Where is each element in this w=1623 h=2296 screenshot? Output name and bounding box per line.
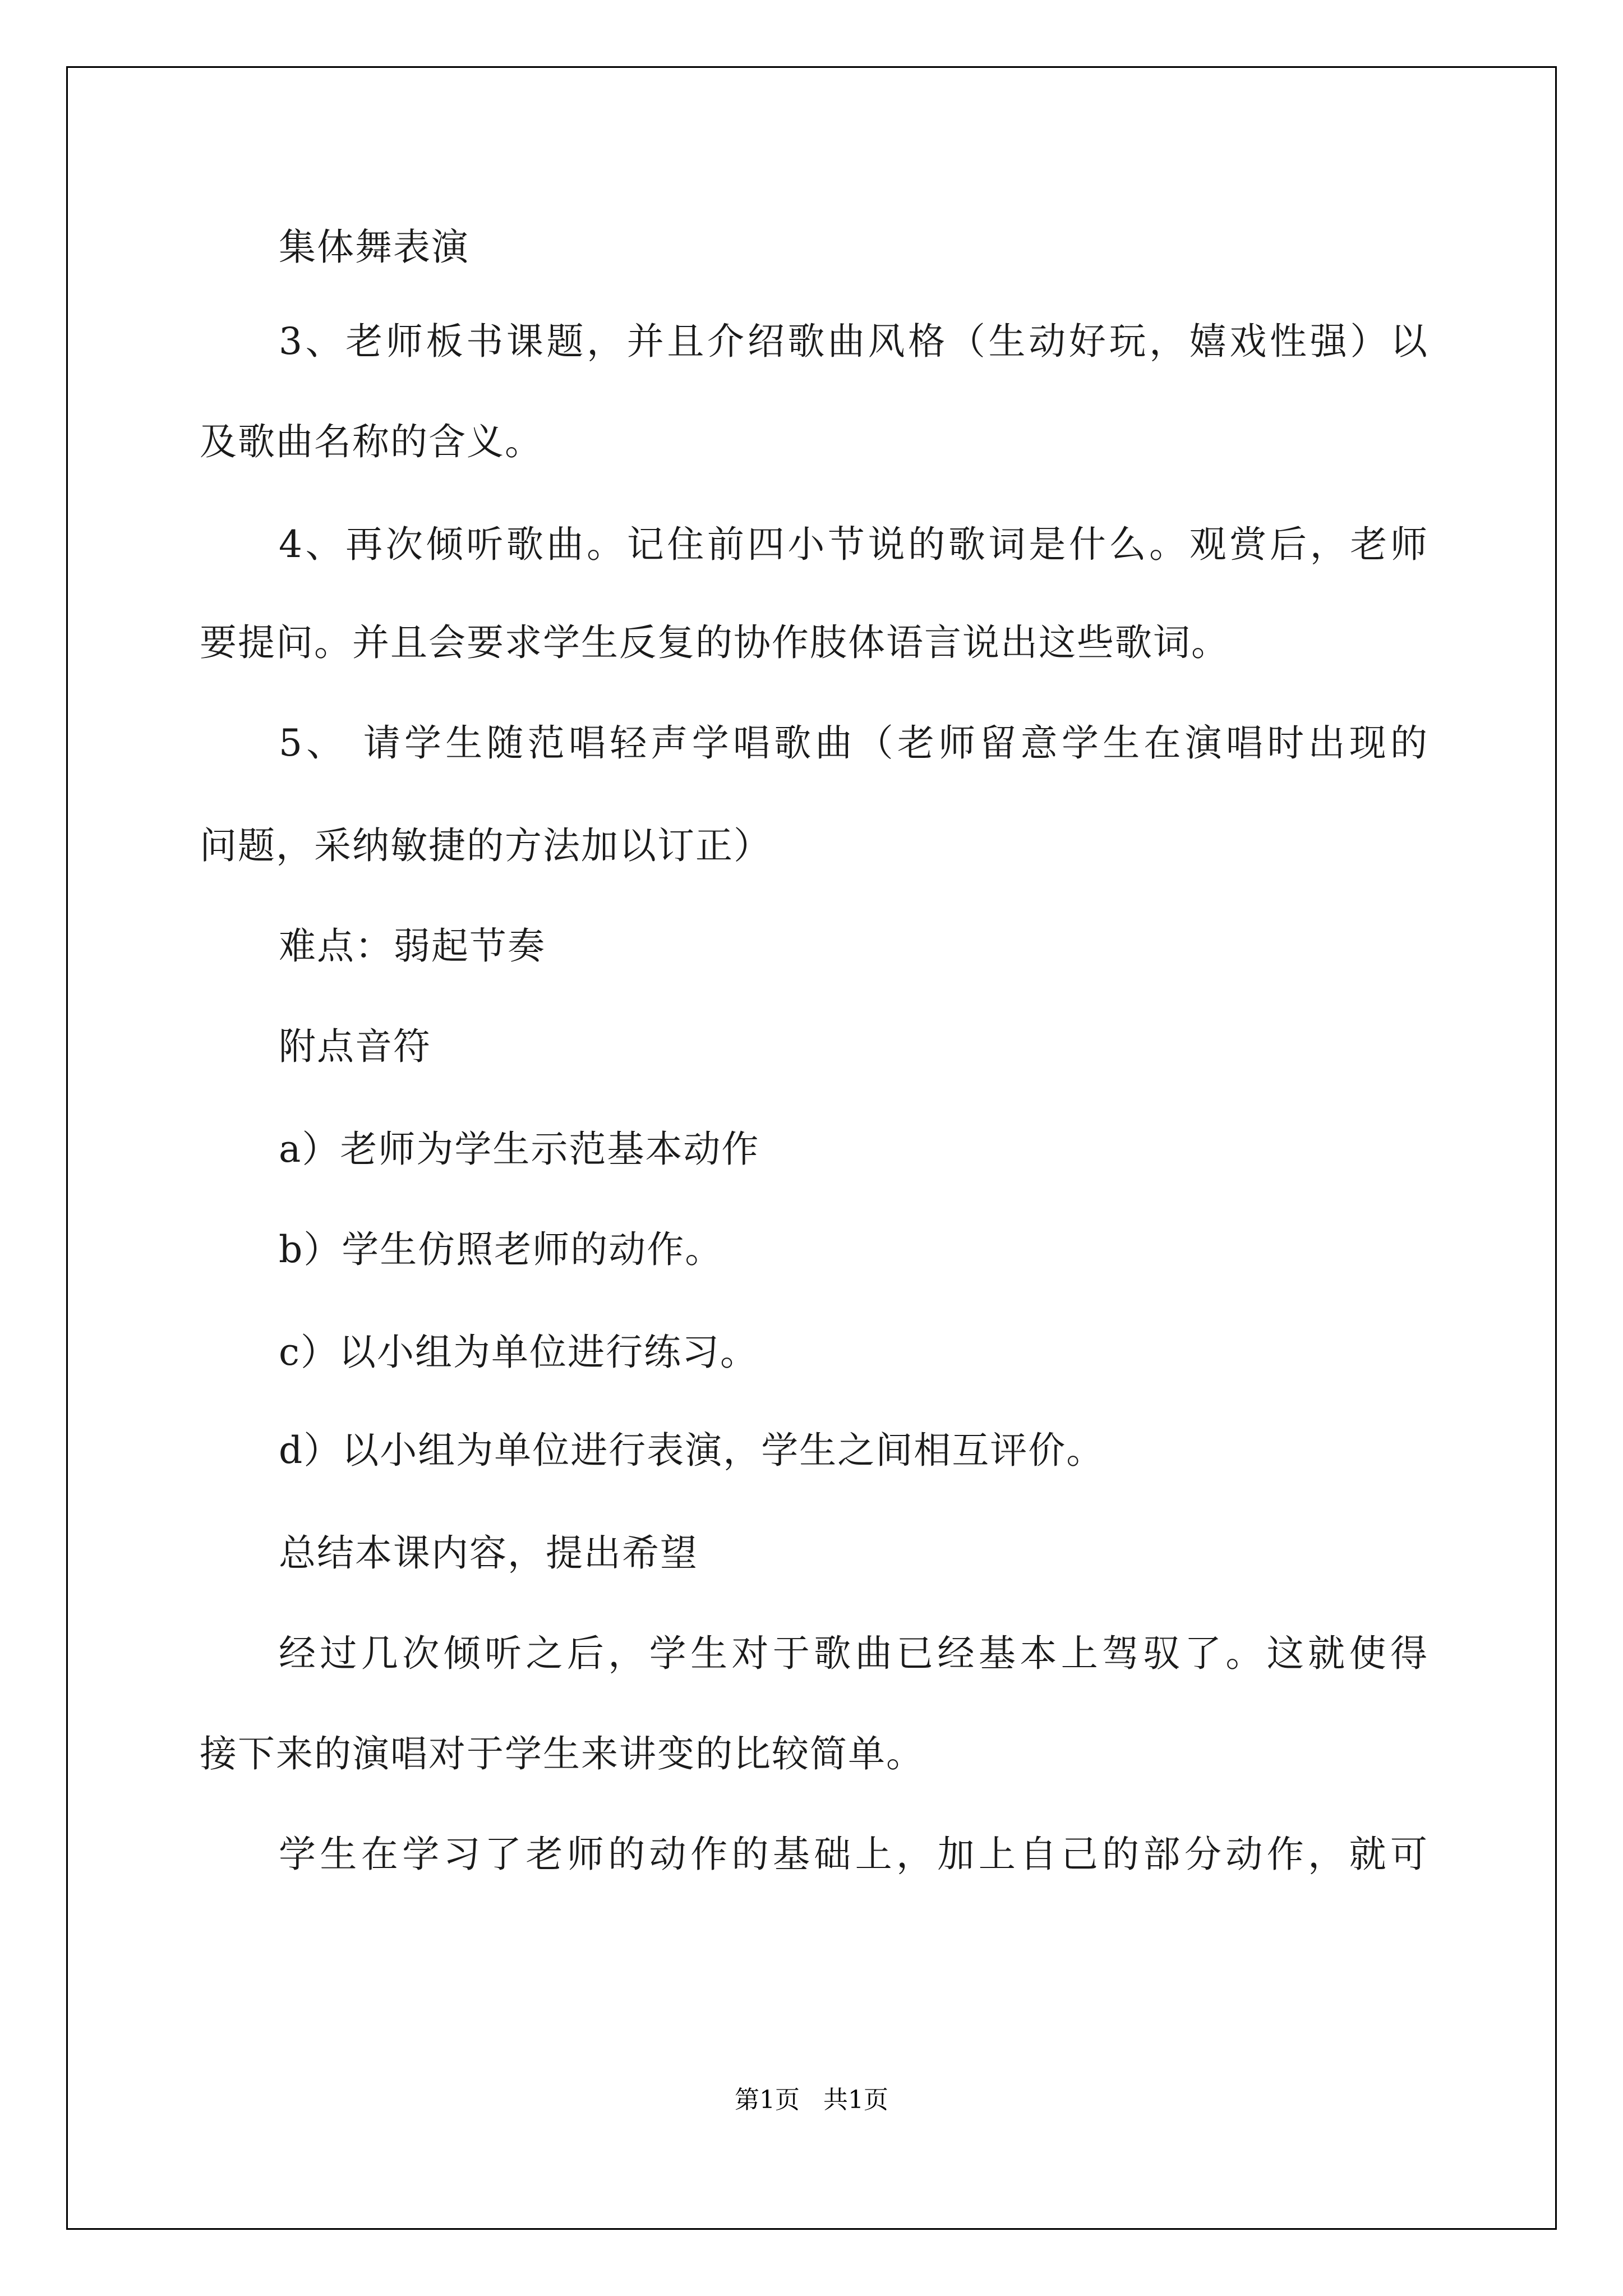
text-line: 接下来的演唱对于学生来讲变的比较简单。 xyxy=(200,1732,924,1775)
text-line: 经过几次倾听之后，学生对于歌曲已经基本上驾驭了。这就使得 xyxy=(279,1632,1428,1675)
text-line: 4、再次倾听歌曲。记住前四小节说的歌词是什么。观赏后，老师 xyxy=(279,523,1428,566)
text-line: 要提问。并且会要求学生反复的协作肢体语言说出这些歌词。 xyxy=(200,621,1229,664)
text-line: d）以小组为单位进行表演，学生之间相互评价。 xyxy=(279,1429,1105,1472)
text-line: a）老师为学生示范基本动作 xyxy=(279,1128,760,1171)
text-line: b）学生仿照老师的动作。 xyxy=(279,1228,723,1271)
text-line: 问题，采纳敏捷的方法加以订正） xyxy=(200,824,772,867)
page-footer: 第1页 共1页 xyxy=(735,2086,888,2114)
text-line: c）以小组为单位进行练习。 xyxy=(279,1331,758,1374)
text-line: 难点：弱起节奏 xyxy=(279,924,546,968)
text-line: 集体舞表演 xyxy=(279,226,469,269)
text-line: 3、老师板书课题，并且介绍歌曲风格（生动好玩，嬉戏性强）以 xyxy=(279,320,1428,363)
text-line: 5、 请学生随范唱轻声学唱歌曲（老师留意学生在演唱时出现的 xyxy=(279,721,1428,765)
text-line: 附点音符 xyxy=(279,1025,431,1068)
text-line: 及歌曲名称的含义。 xyxy=(200,420,543,463)
text-line: 学生在学习了老师的动作的基础上，加上自己的部分动作，就可 xyxy=(279,1833,1428,1876)
text-line: 总结本课内容，提出希望 xyxy=(279,1531,698,1575)
